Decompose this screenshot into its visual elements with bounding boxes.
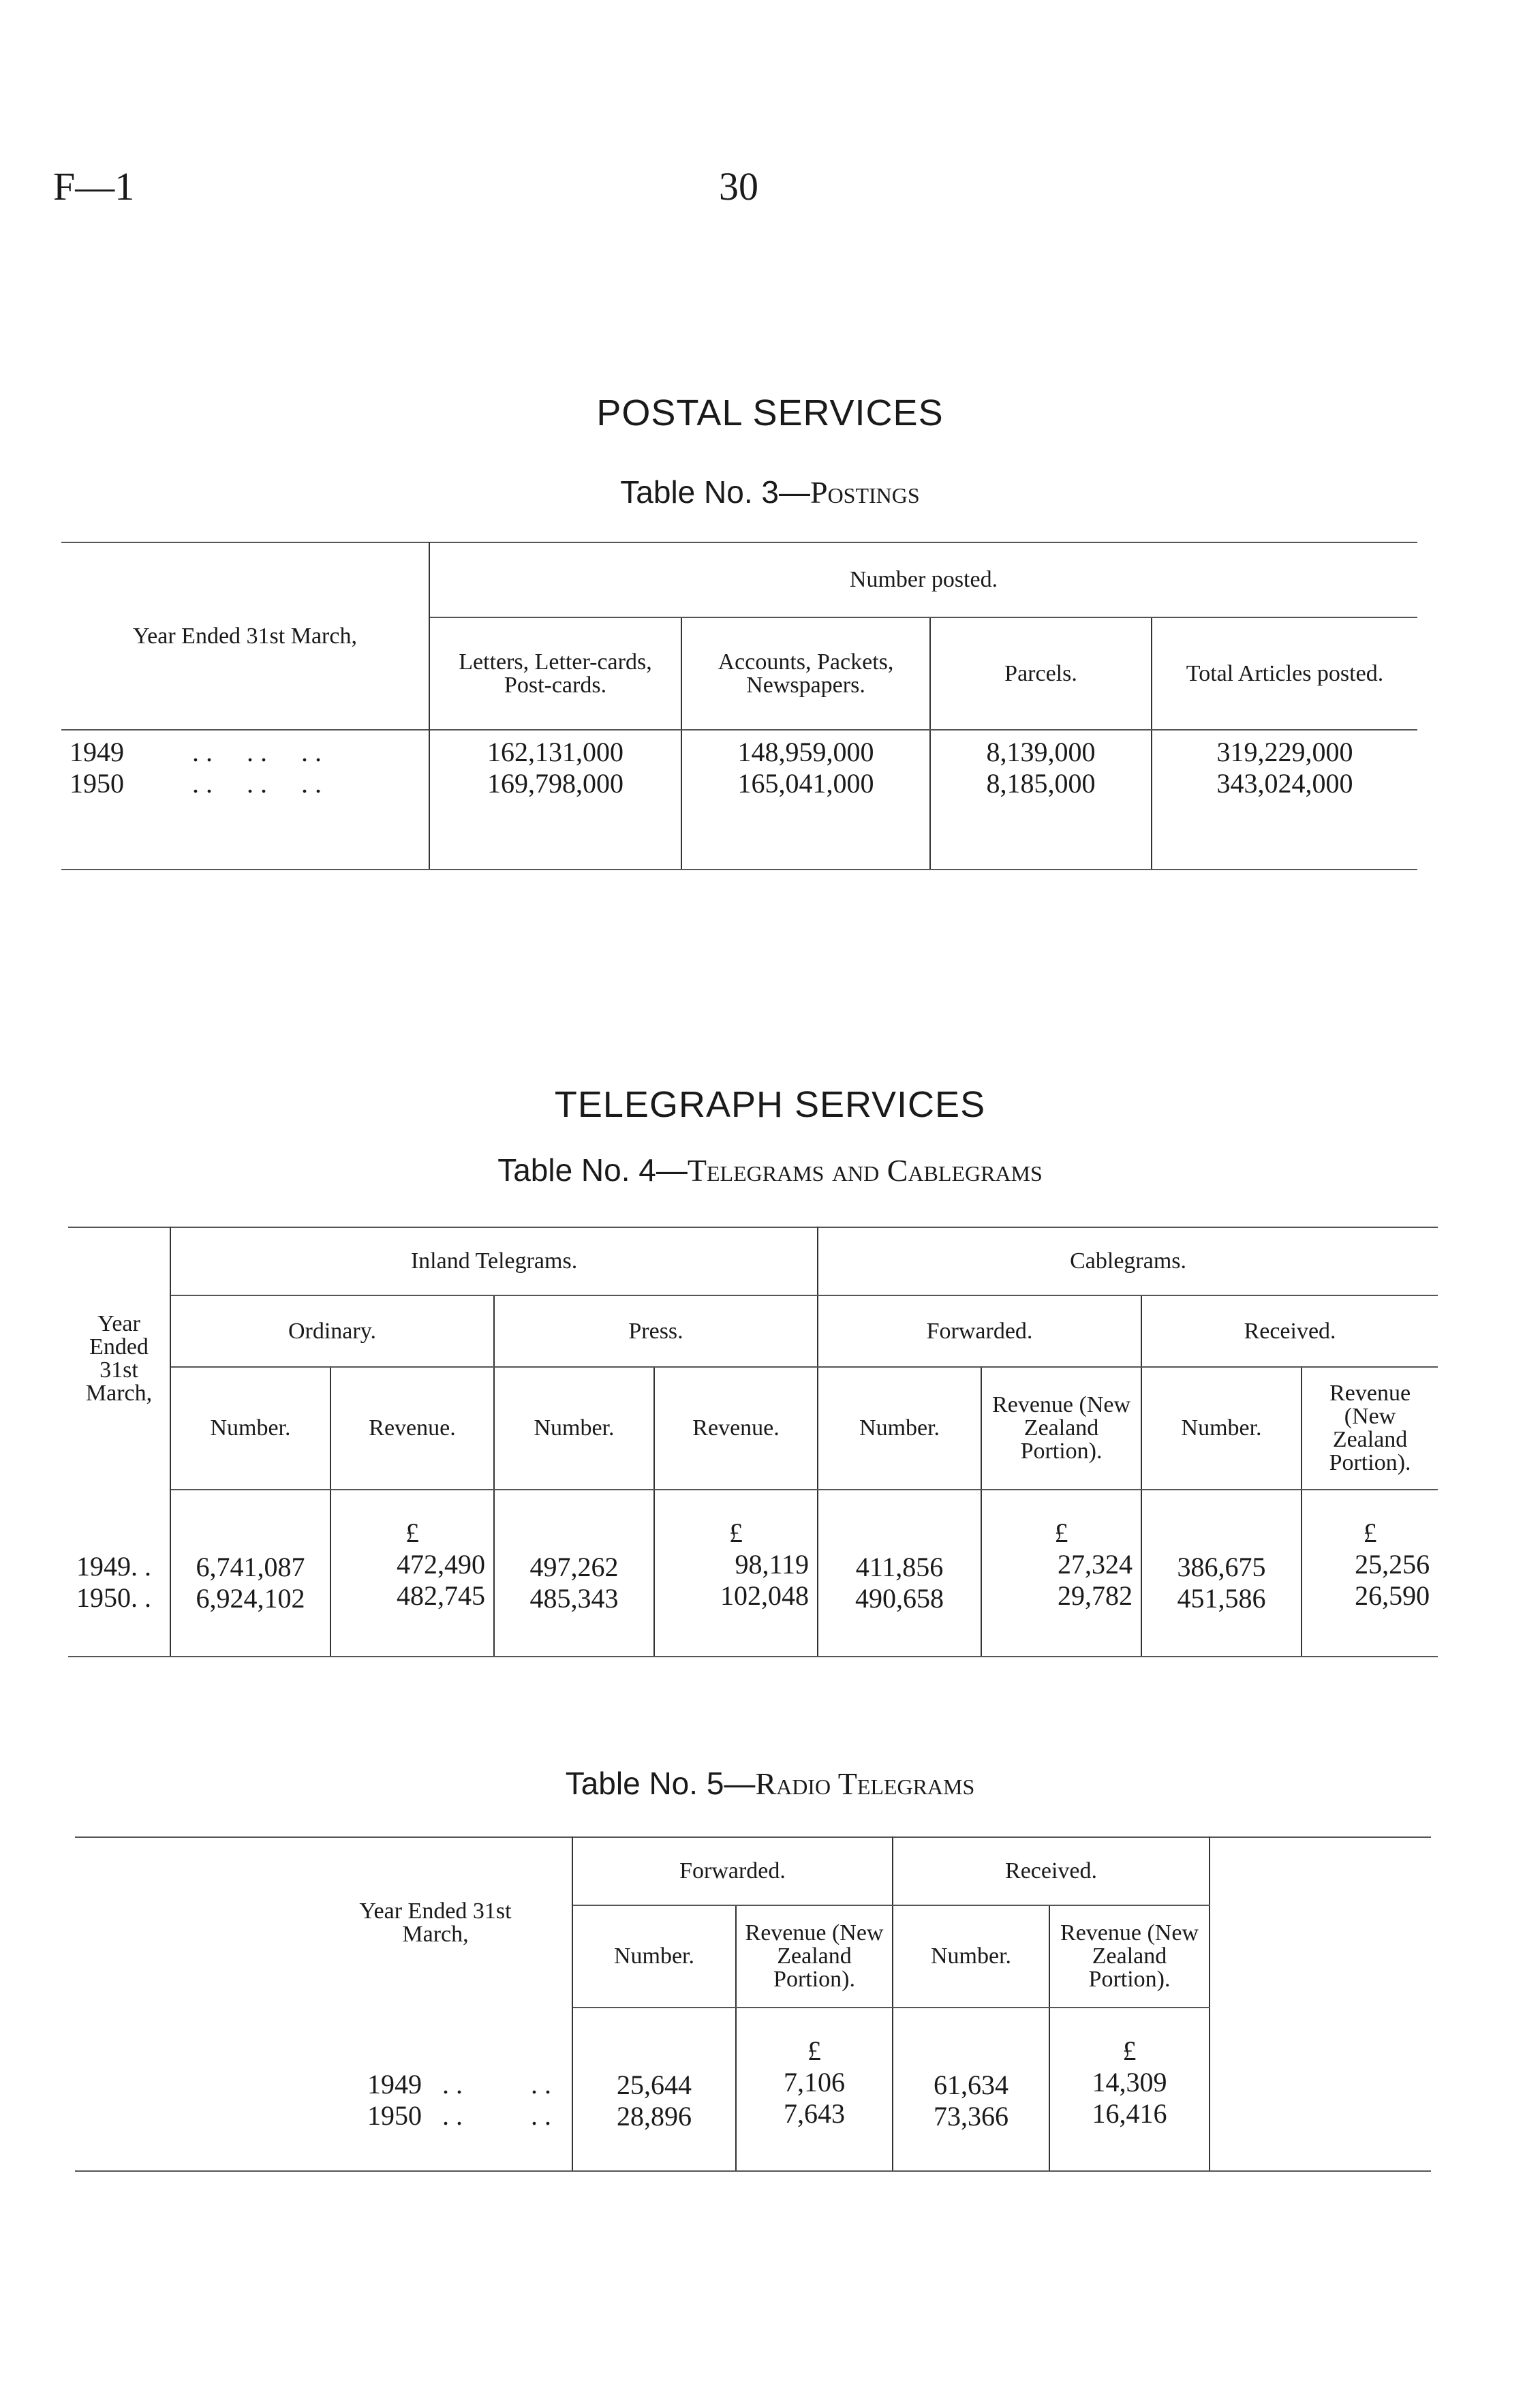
radio-group-received: Received. xyxy=(893,1837,1210,1905)
telegraph-col-received-revenue: Revenue (New Zealand Portion). xyxy=(1302,1367,1438,1490)
postal-col-parcels: Parcels. xyxy=(930,617,1152,730)
currency-symbol: £ xyxy=(1054,1518,1068,1548)
radio-col-year: Year Ended 31st March, xyxy=(75,1837,572,2008)
telegraph-col-press-number: Number. xyxy=(494,1367,654,1490)
telegraph-press-number-values: 497,262 485,343 xyxy=(494,1490,654,1657)
currency-symbol: £ xyxy=(405,1518,419,1548)
table-row-year: 1949. . xyxy=(76,1551,151,1582)
radio-forwarded-revenue-values: £ 7,106 7,643 xyxy=(736,2008,893,2171)
postal-accounts-values: 148,959,000 165,041,000 xyxy=(681,737,930,870)
page-number: 30 xyxy=(719,164,758,209)
radio-col-received-revenue: Revenue (New Zealand Portion). xyxy=(1049,1905,1210,2008)
telegraph-section-title: TELEGRAPH SERVICES xyxy=(554,1084,986,1125)
postal-col-letters: Letters, Letter-cards, Post-cards. xyxy=(429,617,681,730)
document-code: F—1 xyxy=(53,164,135,209)
postal-col-total: Total Articles posted. xyxy=(1152,617,1417,730)
postal-letters-values: 162,131,000 169,798,000 xyxy=(429,737,681,870)
postal-group-number-posted: Number posted. xyxy=(429,542,1417,617)
telegraph-sub-ordinary: Ordinary. xyxy=(170,1295,494,1367)
radio-col-forwarded-number: Number. xyxy=(572,1905,736,2008)
telegraph-col-ordinary-revenue: Revenue. xyxy=(330,1367,494,1490)
postal-table-title xyxy=(0,474,1540,510)
telegraph-table-name: Telegrams and Cablegrams xyxy=(687,1153,1043,1188)
postal-postings-table xyxy=(61,542,1417,870)
radio-received-number-values: 61,634 73,366 xyxy=(893,2008,1049,2171)
radio-telegrams-table xyxy=(75,1836,1431,2172)
radio-forwarded-number-values: 25,644 28,896 xyxy=(572,2008,736,2171)
postal-table-name: Postings xyxy=(810,475,920,510)
table-row-year: 1950 . . . . . . xyxy=(70,768,322,799)
telegraph-group-inland: Inland Telegrams. xyxy=(170,1227,818,1295)
postal-col-accounts: Accounts, Packets, Newspapers. xyxy=(681,617,930,730)
telegraph-sub-received: Received. xyxy=(1141,1295,1438,1367)
table-row-year: 1950 . . . . xyxy=(367,2100,551,2131)
radio-col-forwarded-revenue: Revenue (New Zealand Portion). xyxy=(736,1905,893,2008)
telegraph-col-press-revenue: Revenue. xyxy=(654,1367,818,1490)
currency-symbol: £ xyxy=(1363,1518,1377,1548)
telegraph-col-received-number: Number. xyxy=(1141,1367,1302,1490)
postal-total-values: 319,229,000 343,024,000 xyxy=(1152,737,1417,870)
postal-table-prefix: Table No. 3— xyxy=(620,474,810,510)
telegraph-col-year: Year Ended 31st March, xyxy=(68,1227,170,1490)
currency-symbol: £ xyxy=(1122,2035,1137,2066)
currency-symbol: £ xyxy=(729,1518,743,1548)
postal-parcels-values: 8,139,000 8,185,000 xyxy=(930,737,1152,870)
telegraph-group-cablegrams: Cablegrams. xyxy=(818,1227,1438,1295)
telegraph-table-prefix: Table No. 4— xyxy=(497,1152,688,1188)
table-row-year: 1950. . xyxy=(76,1582,151,1613)
table-row-year: 1949 . . . . xyxy=(367,2069,551,2100)
telegraph-col-ordinary-number: Number. xyxy=(170,1367,330,1490)
telegraph-forwarded-number-values: 411,856 490,658 xyxy=(818,1490,981,1657)
telegraph-col-forwarded-number: Number. xyxy=(818,1367,981,1490)
telegraph-table-title xyxy=(0,1152,1540,1188)
radio-received-revenue-values: £ 14,309 16,416 xyxy=(1049,2008,1210,2171)
postal-section-title: POSTAL SERVICES xyxy=(596,393,944,433)
telegraph-press-revenue-values: £ 98,119 102,048 xyxy=(654,1490,818,1657)
postal-col-year: Year Ended 31st March, xyxy=(61,542,429,730)
radio-table-prefix: Table No. 5— xyxy=(565,1766,756,1801)
telegraph-ordinary-revenue-values: £ 472,490 482,745 xyxy=(330,1490,494,1657)
telegraph-received-revenue-values: £ 25,256 26,590 xyxy=(1302,1490,1438,1657)
telegraph-col-forwarded-revenue: Revenue (New Zealand Portion). xyxy=(981,1367,1141,1490)
telegraph-telegrams-table xyxy=(68,1227,1438,1657)
radio-table-title xyxy=(0,1765,1540,1802)
telegraph-ordinary-number-values: 6,741,087 6,924,102 xyxy=(170,1490,330,1657)
telegraph-received-number-values: 386,675 451,586 xyxy=(1141,1490,1302,1657)
radio-table-name: Radio Telegrams xyxy=(755,1766,975,1801)
radio-col-received-number: Number. xyxy=(893,1905,1049,2008)
telegraph-forwarded-revenue-values: £ 27,324 29,782 xyxy=(981,1490,1141,1657)
telegraph-sub-forwarded: Forwarded. xyxy=(818,1295,1141,1367)
radio-group-forwarded: Forwarded. xyxy=(572,1837,893,1905)
currency-symbol: £ xyxy=(807,2035,821,2066)
telegraph-sub-press: Press. xyxy=(494,1295,818,1367)
table-row-year: 1949 . . . . . . xyxy=(70,737,322,767)
